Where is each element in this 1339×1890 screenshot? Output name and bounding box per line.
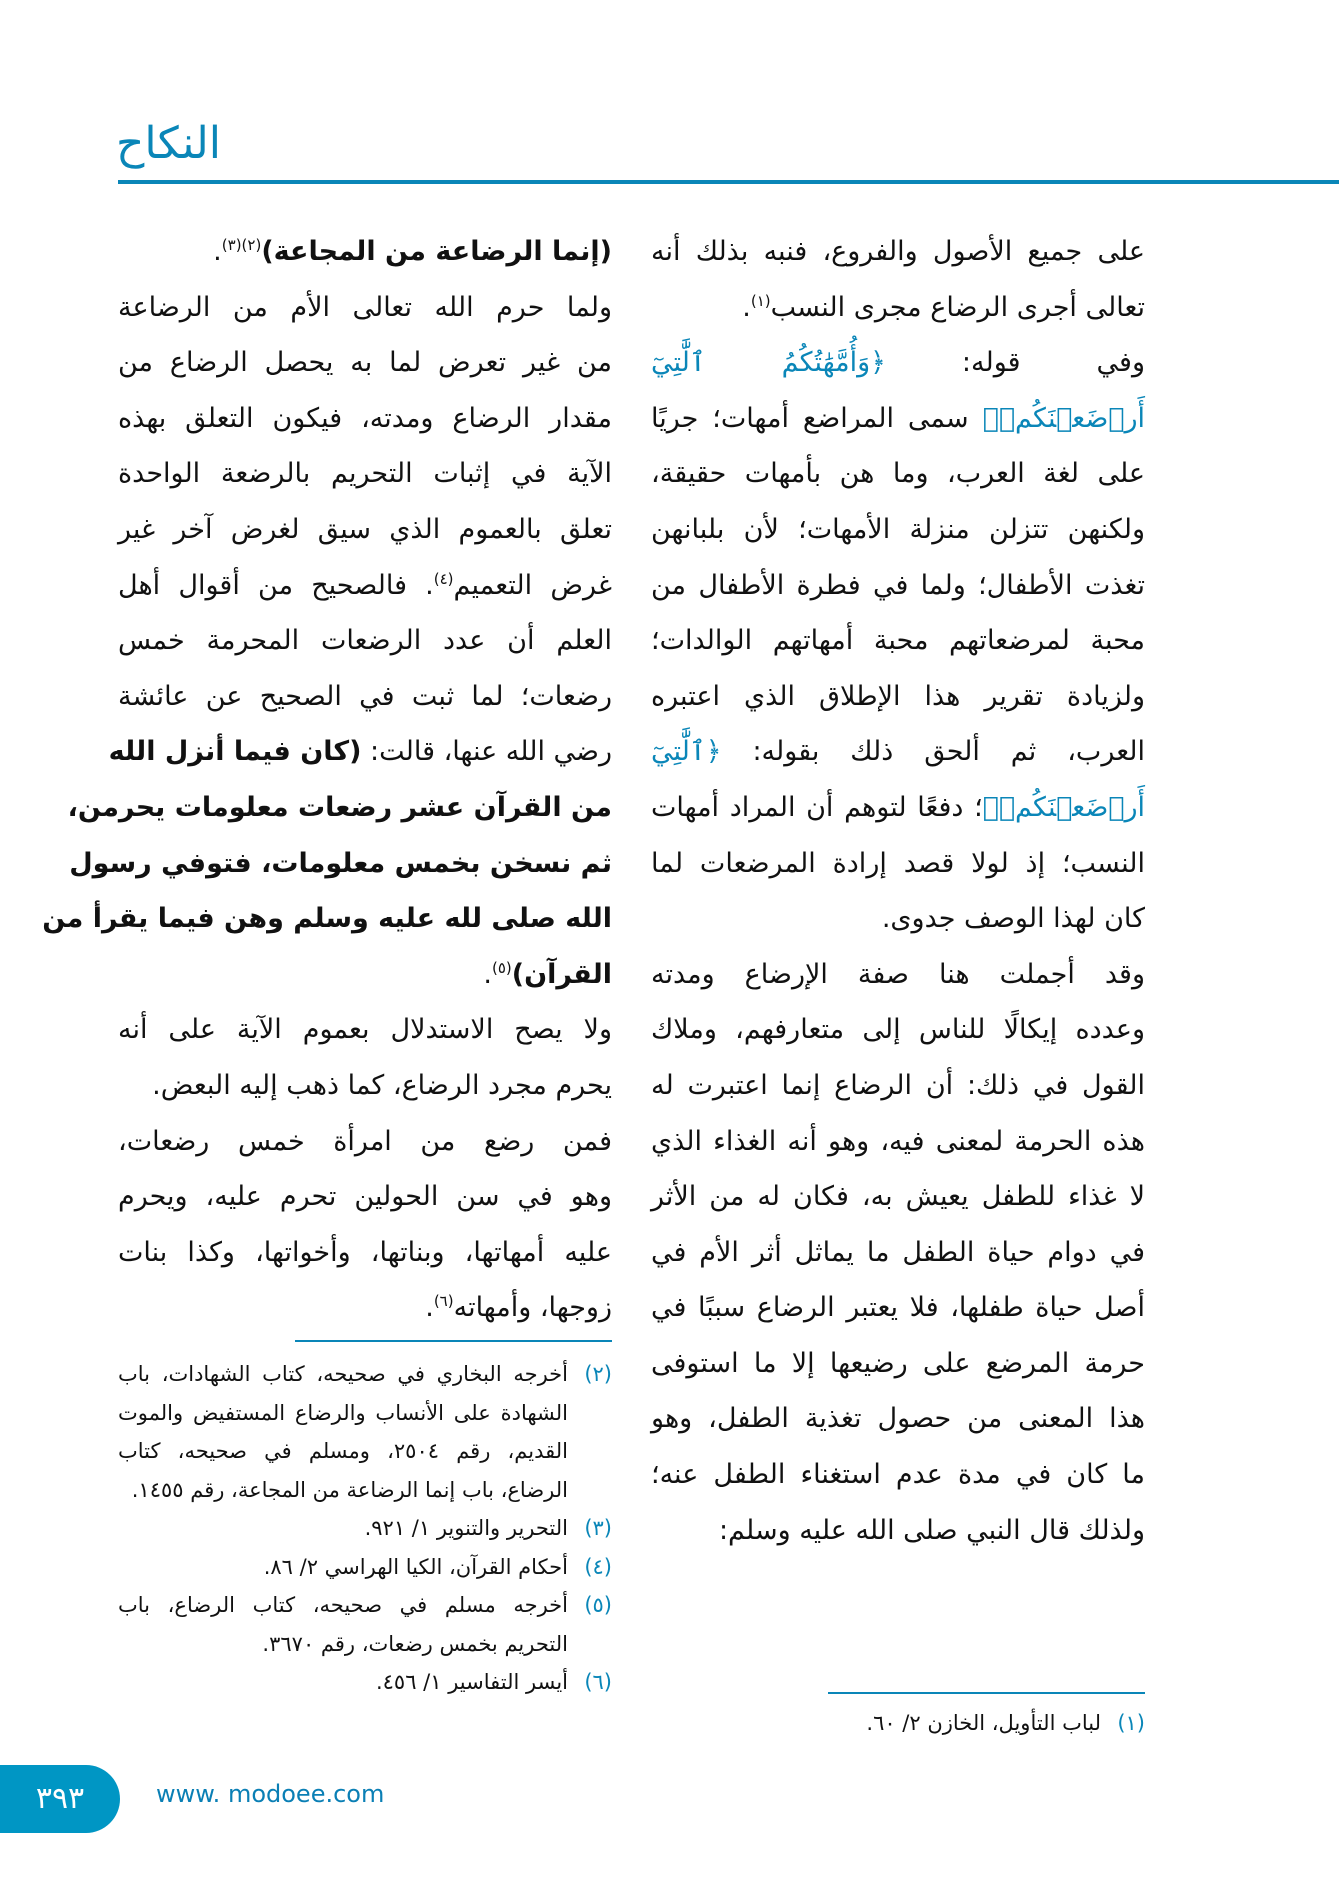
- text-line: [651, 224, 1145, 280]
- text-segment: حرمة المرضع على رضيعها إلا ما استوفى: [651, 1347, 1145, 1379]
- text-segment: .: [213, 236, 222, 267]
- website-link[interactable]: www. modoee.com: [156, 1780, 385, 1808]
- text-segment: محبة لمرضعاتهم محبة أمهاتهم الوالدات؛: [651, 625, 1145, 657]
- text-line: [67, 780, 612, 836]
- text-segment: على لغة العرب، وما هن بأمهات حقيقة،: [651, 458, 1145, 490]
- text-line: [118, 280, 612, 336]
- footnote-divider-left: [295, 1340, 612, 1342]
- footnote-number: (٣): [584, 1516, 612, 1540]
- quran-verse: أَرۡضَعۡنَكُمۡ﴾: [982, 402, 1145, 434]
- text-segment: غرض التعميم: [453, 569, 612, 601]
- text-segment: وعدده إيكالًا للناس إلى متعارفهم، وملاك: [651, 1014, 1145, 1046]
- right-text-column: [651, 224, 1145, 1558]
- text-line: [118, 669, 612, 725]
- text-line: [651, 1503, 1145, 1559]
- footnote-marker: (٢)(٣): [221, 236, 262, 254]
- text-line: [118, 1225, 612, 1281]
- text-line: [118, 1114, 612, 1170]
- text-segment: سمى المراضع أمهات؛ جريًا: [651, 402, 983, 434]
- text-line: [651, 724, 1145, 780]
- text-segment: زوجها، وأمهاته: [453, 1292, 612, 1324]
- text-line: [69, 836, 612, 892]
- text-segment: .: [425, 1292, 434, 1324]
- text-line: [651, 669, 1145, 725]
- text-segment: في دوام حياة الطفل ما يماثل أثر الأم في: [651, 1236, 1145, 1268]
- text-segment: ثم نسخن بخمس معلومات، فتوفي رسول: [69, 847, 612, 879]
- footnote-item: [118, 1663, 612, 1702]
- text-segment: من القرآن عشر رضعات معلومات يحرمن،: [67, 791, 612, 823]
- footnote-marker: (٦): [433, 1292, 454, 1311]
- text-segment: الله صلى لله عليه وسلم وهن فيما يقرأ من: [42, 903, 612, 935]
- text-line: [651, 613, 1145, 669]
- text-line: [651, 947, 1145, 1003]
- text-line: [651, 891, 1145, 947]
- text-line: [42, 891, 612, 947]
- text-segment: على جميع الأصول والفروع، فنبه بذلك أنه: [651, 236, 1145, 267]
- quran-verse: ﴿ٱلَّٰتِيٓ: [651, 736, 722, 768]
- footnote-number: (١): [1117, 1711, 1145, 1735]
- text-line: [651, 1058, 1145, 1114]
- text-line: [118, 502, 612, 558]
- footnote-number: (٥): [584, 1593, 612, 1617]
- text-segment: رضعات؛ لما ثبت في الصحيح عن عائشة: [118, 680, 612, 712]
- text-line: [108, 724, 612, 780]
- footnote-item: [118, 1548, 612, 1587]
- text-segment: أصل حياة طفلها، فلا يعتبر الرضاع سببًا في: [651, 1292, 1145, 1324]
- text-segment: .: [483, 958, 492, 990]
- text-segment: (إنما الرضاعة من المجاعة): [261, 236, 612, 267]
- text-line: [118, 335, 612, 391]
- text-segment: فمن رضع من امرأة خمس رضعات،: [118, 1125, 612, 1157]
- text-segment: عليه أمهاتها، وبناتها، وأخواتها، وكذا بنات: [118, 1236, 612, 1268]
- text-segment: القرآن): [511, 958, 612, 990]
- text-line: [651, 1169, 1145, 1225]
- chapter-title: النكاح: [116, 118, 222, 169]
- footnote-text: أخرجه البخاري في صحيحه، كتاب الشهادات، باب الشهادة على الأنساب والرضاع المستفيض والموت القديم، رقم ٢٥٠٤، ومسلم في صحيحه، كتاب الرضاع، باب إنما الرضاعة من المجاعة، رقم ١٤٥٥.: [118, 1362, 568, 1502]
- text-segment: ولما حرم الله تعالى الأم من الرضاعة: [118, 291, 612, 323]
- text-segment: وقد أجملت هنا صفة الإرضاع ومدته: [651, 958, 1145, 990]
- text-line: [651, 780, 1145, 836]
- text-line: [651, 335, 1145, 391]
- text-segment: من غير تعرض لما به يحصل الرضاع من: [118, 347, 612, 379]
- footnote-number: (٤): [584, 1554, 612, 1579]
- footnote-text: أحكام القرآن، الكيا الهراسي ٢/ ٨٦.: [263, 1554, 568, 1579]
- text-line: [651, 1225, 1145, 1281]
- text-line: [118, 1169, 612, 1225]
- text-segment: تغذت الأطفال؛ ولما في فطرة الأطفال من: [651, 569, 1145, 601]
- footnote-item: [118, 1355, 612, 1509]
- header-divider: [118, 180, 1339, 184]
- text-segment: وهو في سن الحولين تحرم عليه، ويحرم: [118, 1181, 612, 1213]
- footnotes-left: [118, 1355, 612, 1702]
- text-segment: ولكنهن تتزلن منزلة الأمهات؛ لأن بلبانهن: [651, 513, 1145, 545]
- footnotes-right: [651, 1704, 1145, 1743]
- text-segment: القول في ذلك: أن الرضاع إنما اعتبرت له: [651, 1069, 1145, 1101]
- footnote-item: [118, 1509, 612, 1548]
- text-segment: ما كان في مدة عدم استغناء الطفل عنه؛: [651, 1459, 1145, 1491]
- footnote-marker: (٤): [433, 569, 454, 588]
- footnote-text: التحرير والتنوير ١/ ٩٢١.: [364, 1516, 568, 1540]
- text-line: [651, 1391, 1145, 1447]
- text-line: [651, 836, 1145, 892]
- text-segment: كان لهذا الوصف جدوى.: [881, 903, 1145, 935]
- text-segment: الآية في إثبات التحريم بالرضعة الواحدة: [118, 458, 612, 490]
- quran-verse: ﴿وَأُمَّهَٰتُكُمُ ٱلَّٰتِيٓ: [651, 347, 886, 379]
- text-segment: رضي الله عنها، قالت:: [361, 736, 612, 768]
- footnote-number: (٦): [584, 1670, 612, 1694]
- footnote-number: (٢): [584, 1362, 612, 1386]
- text-segment: لا غذاء للطفل يعيش به، فكان له من الأثر: [651, 1181, 1145, 1213]
- text-segment: وفي قوله:: [885, 347, 1145, 379]
- text-line: [651, 446, 1145, 502]
- text-segment: هذه الحرمة لمعنى فيه، وهو أنه الغذاء الذي: [651, 1125, 1145, 1157]
- text-line: [651, 391, 1145, 447]
- text-segment: النسب؛ إذ لولا قصد إرادة المرضعات لما: [651, 847, 1145, 879]
- text-segment: تعالى أجرى الرضاع مجرى النسب: [770, 291, 1145, 323]
- footnote-marker: (١): [750, 291, 771, 310]
- text-segment: ولا يصح الاستدلال بعموم الآية على أنه: [118, 1014, 612, 1046]
- text-line: [651, 1447, 1145, 1503]
- page-number-badge: ٣٩٣: [0, 1765, 120, 1833]
- text-line: [651, 502, 1145, 558]
- footnote-item: [118, 1586, 612, 1663]
- text-line: [118, 1280, 612, 1336]
- footnote-text: أيسر التفاسير ١/ ٤٥٦.: [375, 1670, 568, 1694]
- footnote-marker: (٥): [491, 958, 512, 977]
- text-line: [651, 1114, 1145, 1170]
- text-line: [651, 1002, 1145, 1058]
- quran-verse: أَرۡضَعۡنَكُمۡ﴾: [982, 791, 1145, 823]
- text-line: [118, 224, 612, 280]
- footnote-text: لباب التأويل، الخازن ٢/ ٦٠.: [866, 1711, 1101, 1735]
- footnote-divider-right: [828, 1692, 1145, 1694]
- footnote-item: [651, 1704, 1145, 1743]
- text-segment: العرب، ثم ألحق ذلك بقوله:: [721, 736, 1145, 768]
- text-line: [651, 1336, 1145, 1392]
- footnote-text: أخرجه مسلم في صحيحه، كتاب الرضاع، باب التحريم بخمس رضعات، رقم ٣٦٧٠.: [118, 1593, 568, 1656]
- text-line: [118, 947, 612, 1003]
- text-segment: (كان فيما أنزل الله: [108, 736, 362, 768]
- text-line: [118, 446, 612, 502]
- text-segment: العلم أن عدد الرضعات المحرمة خمس: [118, 625, 612, 657]
- text-segment: هذا المعنى من حصول تغذية الطفل، وهو: [651, 1403, 1145, 1435]
- text-segment: ولذلك قال النبي صلى الله عليه وسلم:: [718, 1514, 1145, 1546]
- text-line: [651, 280, 1145, 336]
- text-segment: ؛ دفعًا لتوهم أن المراد أمهات: [651, 791, 983, 823]
- text-segment: . فالصحيح من أقوال أهل: [118, 569, 434, 601]
- text-segment: .: [742, 291, 751, 323]
- text-segment: تعلق بالعموم الذي سيق لغرض آخر غير: [118, 513, 612, 545]
- text-line: [118, 1002, 612, 1058]
- text-line: [118, 1058, 612, 1114]
- text-line: [118, 558, 612, 614]
- text-line: [118, 613, 612, 669]
- left-text-column: [42, 224, 612, 1336]
- text-line: [651, 558, 1145, 614]
- text-segment: يحرم مجرد الرضاع، كما ذهب إليه البعض.: [152, 1069, 612, 1101]
- text-line: [651, 1280, 1145, 1336]
- text-segment: ولزيادة تقرير هذا الإطلاق الذي اعتبره: [651, 680, 1145, 712]
- text-line: [118, 391, 612, 447]
- text-segment: مقدار الرضاع ومدته، فيكون التعلق بهذه: [118, 402, 612, 434]
